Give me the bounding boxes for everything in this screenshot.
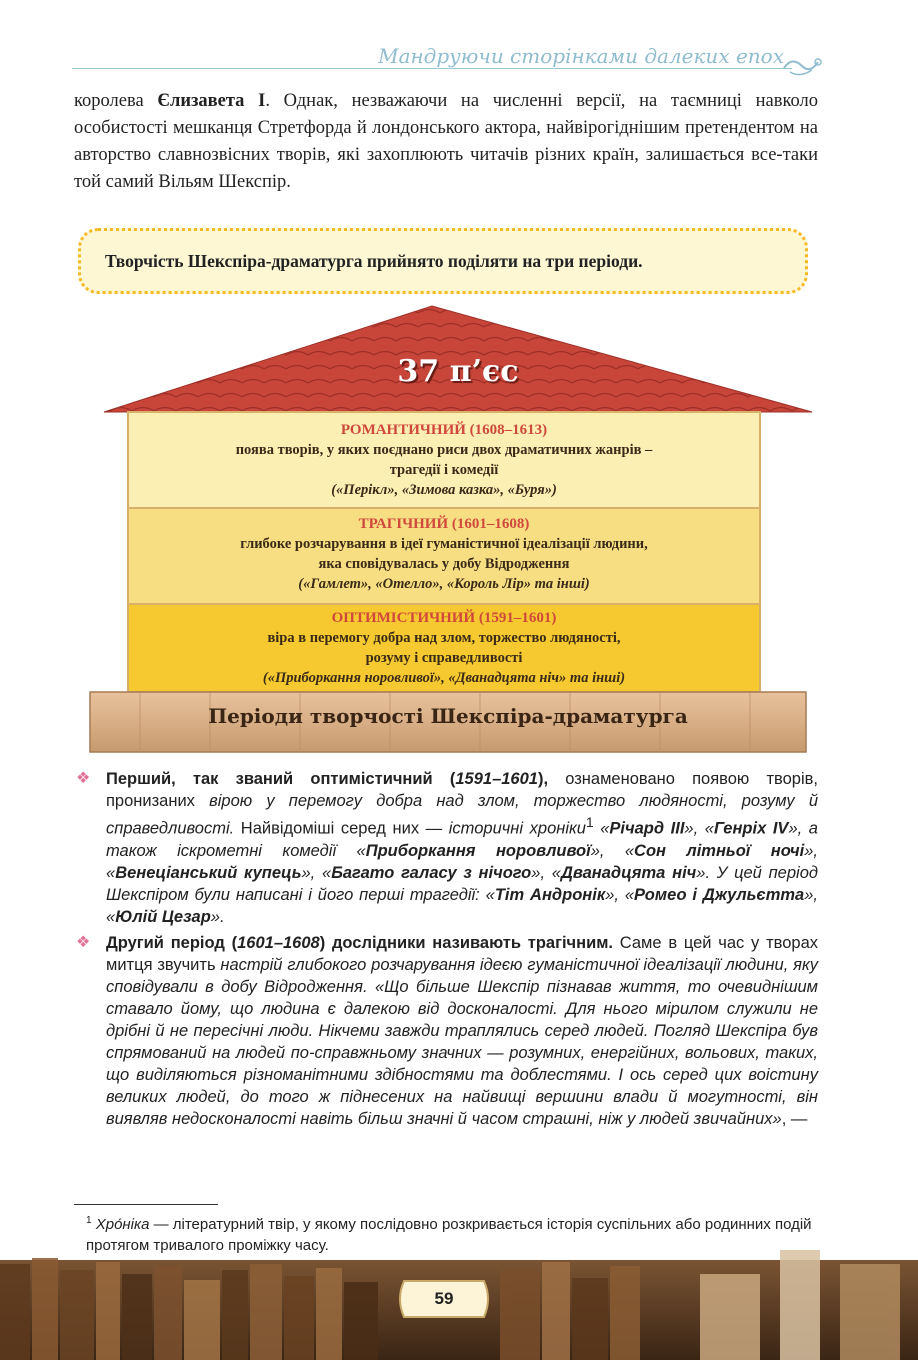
footnote-rule	[74, 1204, 218, 1205]
list-item: ❖ Перший, так званий оптимістичний (1591–1601), ознаменовано появою творів, пронизаних вірою у перемогу добра над злом, торжество людяності, розуму й справедливості. Найвідоміші серед них — історичні хроніки$^1$ «Річард III», «Генріх IV», а також іскрометні комедії «Приборкання норовливої», «Сон літньої ночі», «Венеціанський купець», «Багато галасу з нічого», «Дванадцята ніч». У цей період Шекспіром були написані і його перші трагедії: «Тіт Андронік», «Ромео і Джульєтта», «Юлій Цезар».	[76, 770, 818, 926]
running-header	[72, 40, 832, 80]
roof-label: 37 п’єс	[397, 354, 519, 389]
periods-house-diagram	[0, 300, 918, 760]
period-tragic: ТРАГІЧНИЙ (1601–1608) глибоке розчарування в ідеї гуманістичної ідеалізації людини, яка сповідувалась у добу Відродження («Гамлет», «Отелло», «Король Лір» та інші)	[240, 516, 648, 592]
header-rule	[72, 68, 792, 69]
intro-paragraph: королева Єлизавета I. Однак, незважаючи на численні версії, на таємниці навколо особистості мешканця Стретфорда й лондонського актора, найвірогіднішим претендентом на авторство славнозвісних творів, які захоплюють читачів різних країн, залишається все-таки той самий Вільям Шекспір.	[74, 91, 819, 192]
diamond-bullet-icon: ❖	[76, 770, 91, 787]
diamond-bullet-icon: ❖	[76, 933, 91, 951]
queen-name: Єлизавета I	[157, 91, 266, 111]
foundation-label: Періоди творчості Шекспіра-драматурга	[208, 704, 688, 728]
periods-bullet-list	[74, 768, 818, 1134]
callout-box	[78, 228, 808, 294]
flourish-ornament-icon	[782, 52, 822, 80]
page-number: 59	[434, 1289, 454, 1308]
footnote: $^1$ Хро́ніка — літературний твір, у якому послідовно розкривається історія суспільних або родинних подій протягом тривалого проміжку часу.	[86, 1215, 812, 1254]
footnote-term: Хро́ніка	[95, 1216, 150, 1233]
running-header-title: Мандруючи сторінками далеких епох	[378, 44, 784, 68]
period-optimistic: ОПТИМІСТИЧНИЙ (1591–1601) віра в перемогу добра над злом, торжество людяності, розуму і справедливості («Приборкання норовливої», «Дванадцята ніч» та інші)	[262, 610, 626, 686]
period-romantic: РОМАНТИЧНИЙ (1608–1613) поява творів, у яких поєднано риси двох драматичних жанрів – трагедії і комедії («Перікл», «Зимова казка», «Буря»)	[235, 422, 653, 498]
callout-text: Творчість Шекспіра-драматурга прийнято поділяти на три періоди.	[105, 251, 643, 271]
list-item: ❖ Другий період (1601–1608) дослідники називають трагічним. Саме в цей час у творах митця звучить настрій глибокого розчарування ідеєю гуманістичної ідеалізації людини, яку сповідували в добу Відродження. «Що більше Шекспір пізнавав життя, то очевиднішим ставало йому, що людина є далекою від досконалості. Для нього мірилом служили не дрібні й не пересічні люди. Нікчеми завжди траплялись серед людей. Погляд Шекспіра був спрямований на людей по-справжньому значних — розумних, енергійних, вольових, таких, що виділяються різноманітними здібностями та доблестями. І ось серед цих воістину великих людей, до того ж піднесених на найвищі вершини влади й могутності, він виявляв недосконалості навіть більш значні й часом страшні, ніж у людей звичайних», —	[76, 933, 818, 1128]
